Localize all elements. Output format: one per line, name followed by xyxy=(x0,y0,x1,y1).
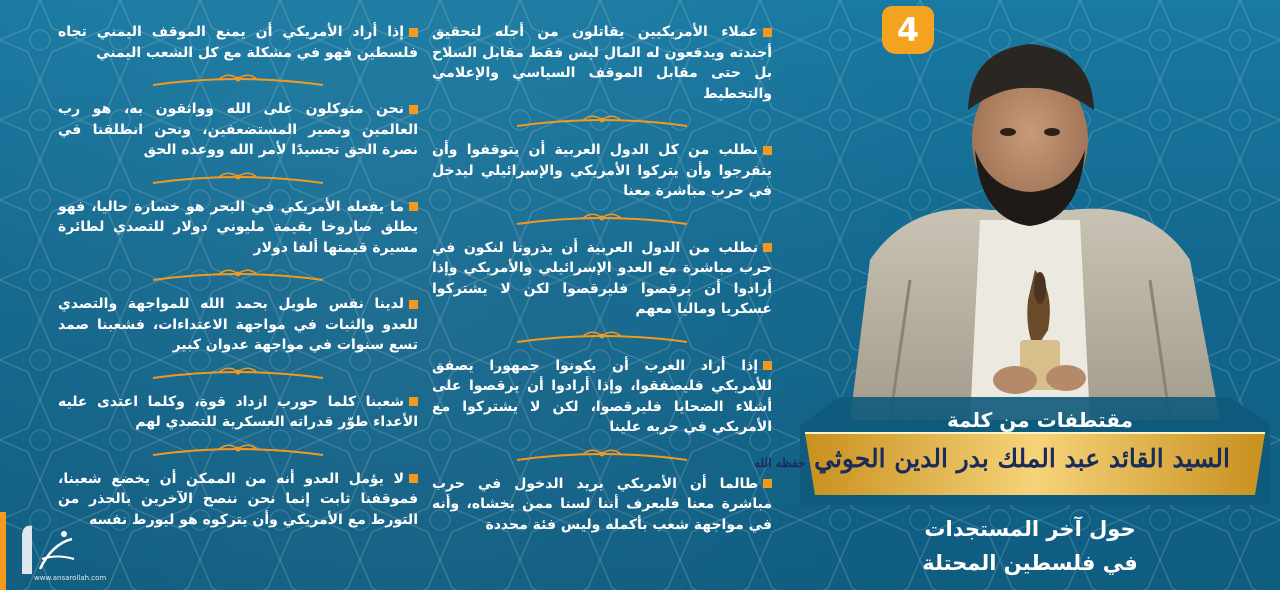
bullet-icon xyxy=(763,146,772,155)
quote-left-6: لا يؤمل العدو أنه من الممكن أن يخضع شعبنا، فموقفنا ثابت إنما نحن ننصح الآخرين بالحذر من التورط مع الأمريكي وأن يتركوه هو ليورط نفسه xyxy=(58,470,418,528)
bullet-icon xyxy=(763,361,772,370)
leader-name: السيد القائد عبد الملك بدر الدين الحوثي xyxy=(814,444,1230,473)
quote-left-5: شعبنا كلما حورب ازداد قوة، وكلما اعتدى عليه الأعداء طوّر قدراته العسكرية للتصدي لهم xyxy=(58,393,418,430)
logo-url: www.ansarollah.com xyxy=(34,574,107,582)
quote-mid-3: نطلب من الدول العربية أن يذرونا لنكون في حرب مباشرة مع العدو الإسرائيلي والأمريكي وإذا أرادوا أن يرقصوا فليرقصوا لكن لا يشتركوا عسكريا وماليا معهم xyxy=(432,239,772,317)
bullet-icon xyxy=(409,474,418,483)
bullet-icon xyxy=(763,243,772,252)
ornament-divider-icon xyxy=(148,169,328,187)
ornament-divider-icon xyxy=(512,112,692,130)
bullet-icon xyxy=(409,300,418,309)
leader-name-calligraphy xyxy=(754,444,1230,473)
bullet-icon xyxy=(409,202,418,211)
quote-mid-2: نطلب من كل الدول العربية أن يتوقفوا وأن يتفرجوا وأن يتركوا الأمريكي والإسرائيلي ليدخل في حرب مباشرة معنا xyxy=(432,142,772,199)
bullet-icon xyxy=(409,397,418,406)
bullet-icon xyxy=(763,479,772,488)
bullet-icon xyxy=(763,28,772,37)
quote-left-2: نحن متوكلون على الله وواثقون به، هو رب العالمين ونصير المستضعفين، ونحن انطلقنا في نصرة الحق تجسيدًا لأمر الله ووعده الحق xyxy=(58,101,418,158)
ornament-divider-icon xyxy=(148,441,328,459)
left-accent-bar xyxy=(0,512,6,590)
portrait-image xyxy=(830,30,1230,420)
left-column xyxy=(58,22,418,530)
leader-honorific: حفظه الله xyxy=(754,456,806,470)
ornament-divider-icon xyxy=(512,328,692,346)
number-badge: 4 xyxy=(882,6,934,54)
ornament-divider-icon xyxy=(148,71,328,89)
quote-left-1: إذا أراد الأمريكي أن يمنع الموقف اليمني تجاه فلسطين فهو في مشكلة مع كل الشعب اليمني xyxy=(58,24,418,61)
middle-column xyxy=(432,22,772,535)
bullet-icon xyxy=(409,105,418,114)
quote-mid-5: طالما أن الأمريكي يريد الدخول في حرب مباشرة معنا فليعرف أننا لسنا ممن يخشاه، وأنه في مواجهة شعب بأكمله وليس فئة محددة xyxy=(432,475,772,533)
subtitle-line-2: في فلسطين المحتلة xyxy=(922,551,1138,575)
ornament-divider-icon xyxy=(512,446,692,464)
quote-mid-4: إذا أراد العرب أن يكونوا جمهورا يصفق للأمريكي فليصفقوا، وإذا أرادوا أن يرقصوا على أشلاء الضحايا فليرقصوا، لكن لا يشتركوا مع الأمريكي في حربه علينا xyxy=(432,357,772,435)
subtitle-line-1: حول آخر المستجدات xyxy=(924,517,1136,541)
quote-left-3: ما يفعله الأمريكي في البحر هو خسارة حاليا، فهو يطلق صاروخا بقيمة مليوني دولار للتصدي لطائرة مسيرة قيمتها ألفا دولار xyxy=(58,198,418,256)
ornament-divider-icon xyxy=(148,266,328,284)
bullet-icon xyxy=(409,28,418,37)
quote-mid-1: عملاء الأمريكيين يقاتلون من أجله لتحقيق أجندته ويدفعون له المال ليس فقط مقابل السلاح بل حتى مقابل الموقف السياسي والإعلامي والتخطيط xyxy=(432,24,772,102)
ornament-divider-icon xyxy=(512,210,692,228)
quote-left-4: لدينا نفس طويل بحمد الله للمواجهة والتصدي للعدو والثبات في مواجهة الاعتداءات، فشعبنا صمد تسع سنوات في مواجهة عدوان كبير xyxy=(58,296,418,353)
subtitle xyxy=(860,512,1200,580)
extract-title: مقتطفات من كلمة xyxy=(946,408,1134,432)
ornament-divider-icon xyxy=(148,364,328,382)
